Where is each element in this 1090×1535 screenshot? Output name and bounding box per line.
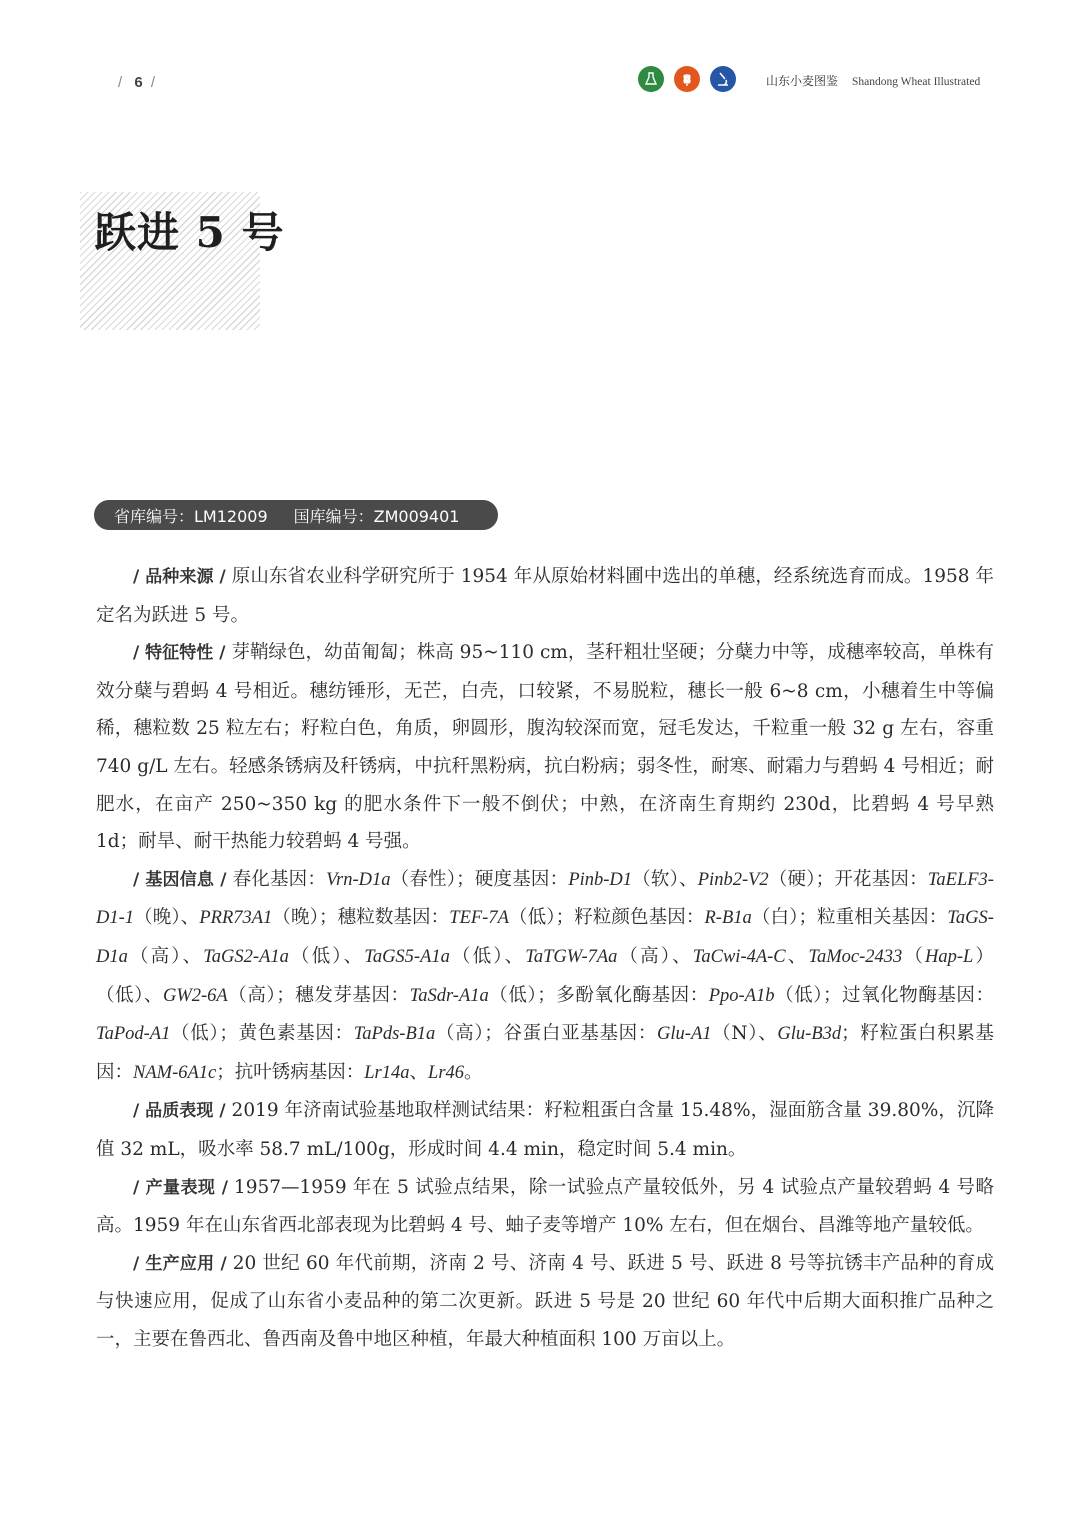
section-text: 原山东省农业科学研究所于 1954 年从原始材料圃中选出的单穗，经系统选育而成。1958 年定名为跃进 5 号。 [96, 566, 994, 626]
flask-icon [638, 66, 664, 92]
section-application [96, 1245, 994, 1359]
wheat-icon [674, 66, 700, 92]
gene-name: TaMoc-2433 [808, 946, 903, 967]
section-text: 1957—1959 年在 5 试验点结果，除一试验点产量较低外，另 4 试验点产量较碧蚂 4 号略高。1959 年在山东省西北部表现为比碧蚂 4 号、蚰子麦等增产 10% 左右，但在烟台、昌潍等地产量较低。 [96, 1176, 994, 1237]
brand-cn: 山东小麦图鉴 [766, 74, 839, 88]
gene-name: Lr14a [364, 1062, 410, 1083]
gene-text: （春性）；硬度基因： [390, 868, 569, 890]
gene-name: NAM-6A1c [133, 1062, 217, 1083]
gene-name: TEF-7A [449, 908, 509, 929]
gene-text: （晚）；穗粒数基因： [272, 907, 450, 929]
gene-text: 、 [785, 945, 809, 967]
section-label: / 生产应用 / [133, 1253, 227, 1274]
article-body [96, 558, 994, 1358]
section-origin [96, 558, 994, 634]
section-label: / 品质表现 / [133, 1101, 226, 1122]
gene-name: Pinb-D1 [568, 869, 633, 890]
gene-name: TaELF3-D1-1 [96, 869, 994, 929]
gene-name: TaCwi-4A-C [692, 946, 786, 967]
gene-name: Glu-A1 [657, 1024, 712, 1045]
gene-name: PRR73A1 [199, 908, 273, 929]
gene-name: Hap-L [925, 946, 974, 967]
gene-text: （低）、 [449, 945, 526, 967]
gene-name: Glu-B3d [777, 1024, 842, 1045]
page-header [0, 0, 1090, 120]
gene-name: TaGS5-A1a [364, 946, 450, 967]
section-quality [96, 1092, 994, 1168]
section-label: / 产量表现 / [133, 1177, 228, 1198]
gene-name: Lr46 [428, 1062, 465, 1083]
gene-text: （硬）；开花基因： [768, 868, 928, 890]
id-badge [94, 500, 498, 530]
gene-name: GW2-6A [162, 985, 228, 1006]
gene-name: TaSdr-A1a [409, 985, 489, 1006]
gene-text: （高）、 [617, 945, 693, 967]
gene-text: （低）；籽粒颜色基因： [508, 907, 705, 929]
gene-name: TaPds-B1a [353, 1024, 436, 1045]
gene-text: （高）；谷蛋白亚基基因： [435, 1023, 658, 1045]
brand-en: Shandong Wheat Illustrated [852, 76, 981, 88]
gene-text: （软）、 [632, 868, 698, 890]
gene-text: （低）；黄色素基因： [170, 1023, 354, 1045]
gene-text: （高）；穗发芽基因： [227, 984, 410, 1006]
gene-text: （晚）、 [134, 907, 200, 929]
microscope-icon [710, 66, 736, 92]
section-text: 20 世纪 60 年代前期，济南 2 号、济南 4 号、跃进 5 号、跃进 8 号等抗锈丰产品种的育成与快速应用，促成了山东省小麦品种的第二次更新。跃进 5 号是 20 世纪 60 年代中后期大面积推广品种之一，主要在鲁西北、鲁西南及鲁中地区种植，年最大种植面积 100 万亩以上。 [96, 1252, 994, 1350]
section-text: 芽鞘绿色，幼苗匍匐；株高 95~110 cm，茎秆粗壮坚硬；分蘖力中等，成穗率较高，单株有效分蘖与碧蚂 4 号相近。穗纺锤形，无芒，白壳，口较紧，不易脱粒，穗长一般 6~8 cm，小穗着生中等偏稀，穗粒数 25 粒左右；籽粒白色，角质，卵圆形，腹沟较深而宽，冠毛发达，千粒重一般 32 g 左右，容重 740 g/L 左右。轻感条锈病及秆锈病，中抗秆黑粉病，抗白粉病；弱冬性，耐寒、耐霜力与碧蚂 4 号相近；耐肥水，在亩产 250~350 kg 的肥水条件下一般不倒伏；中熟，在济南生育期约 230d，比碧蚂 4 号早熟 1d；耐旱、耐干热能力较碧蚂 4 号强。 [96, 642, 994, 853]
section-traits [96, 634, 994, 861]
page-title: 跃进 5 号 [94, 208, 285, 257]
page-number: / 6 / [118, 74, 160, 91]
gene-text: 、 [409, 1061, 429, 1083]
section-text: 2019 年济南试验基地取样测试结果：籽粒粗蛋白含量 15.48%，湿面筋含量 39.80%，沉降值 32 mL，吸水率 58.7 mL/100g，形成时间 4.4 min，稳定时间 5.4 min。 [96, 1100, 994, 1160]
section-label: / 品种来源 / [133, 567, 226, 587]
gene-name: R-B1a [704, 908, 752, 929]
gene-text: （低）；过氧化物酶基因： [774, 984, 994, 1006]
gene-name: Vrn-D1a [326, 869, 391, 890]
gene-text: ；抗叶锈病基因： [216, 1061, 365, 1083]
section-label: / 特征特性 / [133, 643, 226, 664]
gene-text: （低）、 [288, 945, 365, 967]
gene-text: 。 [464, 1061, 483, 1083]
gene-name: Ppo-A1b [708, 985, 775, 1006]
gene-name: Pinb2-V2 [697, 869, 769, 890]
book-brand [766, 72, 980, 89]
gene-text: 春化基因： [232, 868, 327, 890]
logo-group [638, 66, 736, 92]
provincial-id: 省库编号：LM12009 [114, 506, 268, 526]
gene-text: ；籽粒蛋白积累基因： [96, 1023, 994, 1083]
gene-name: TaTGW-7Aa [525, 946, 618, 967]
gene-name: TaGS-D1a [96, 908, 994, 967]
national-id: 国库编号：ZM009401 [293, 506, 460, 526]
section-yield [96, 1169, 994, 1245]
gene-text: （高）、 [127, 945, 204, 967]
gene-text: ）（低）、 [96, 945, 994, 1006]
gene-text: （ [902, 945, 925, 967]
gene-text: （低）；多酚氧化酶基因： [488, 984, 709, 1006]
gene-name: TaGS2-A1a [203, 946, 289, 967]
section-genes [96, 861, 994, 1093]
section-label: / 基因信息 / [133, 869, 227, 890]
gene-text: （白）；粒重相关基因： [751, 907, 948, 929]
gene-text: （N）、 [711, 1023, 778, 1045]
gene-name: TaPod-A1 [96, 1024, 171, 1045]
